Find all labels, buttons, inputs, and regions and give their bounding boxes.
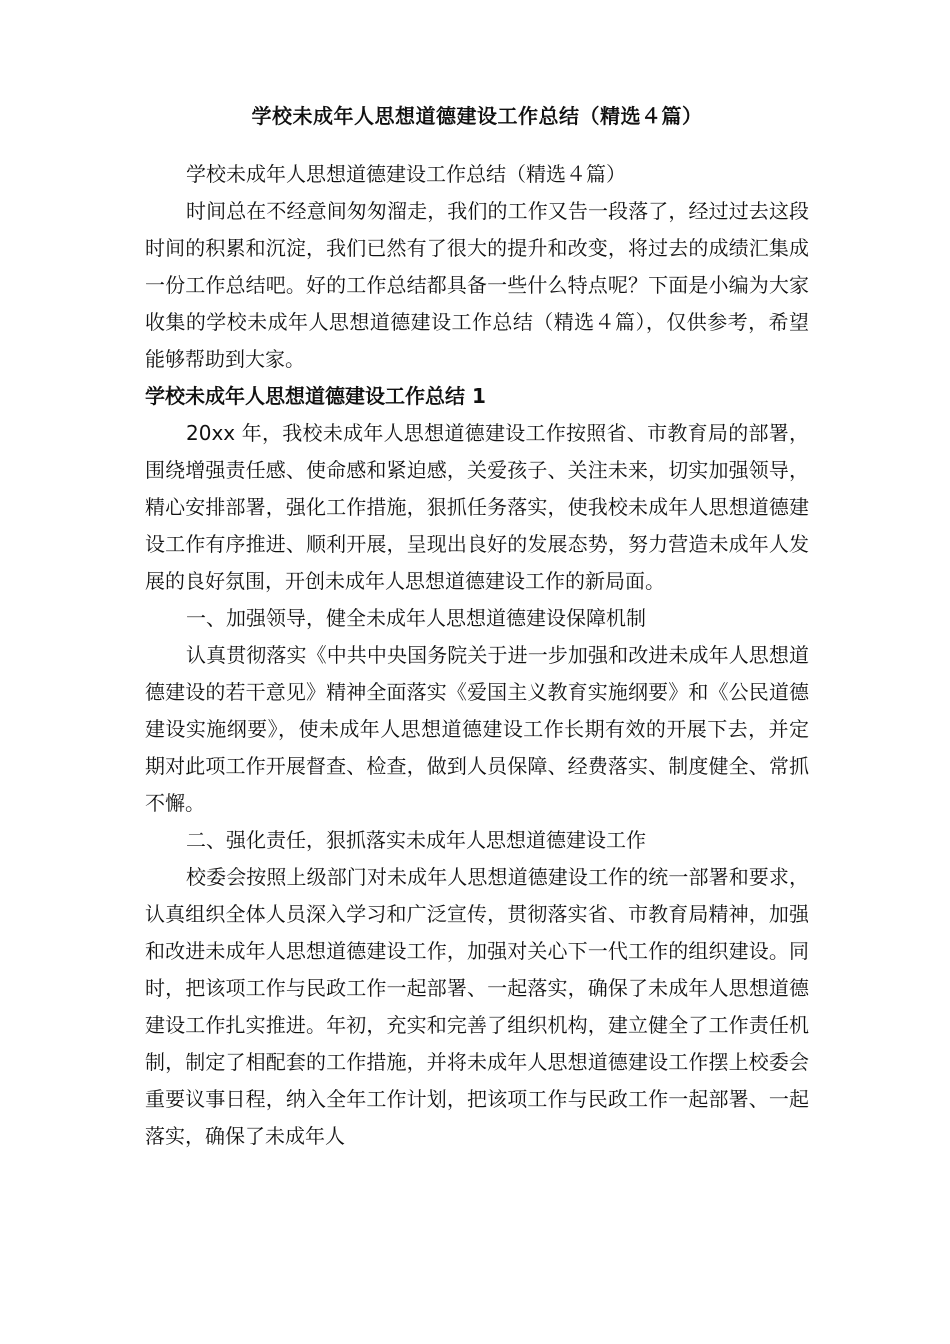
section-paragraph: 20xx 年，我校未成年人思想道德建设工作按照省、市教育局的部署，围绕增强责任感、使命感和紧迫感，关爱孩子、关注未来，切实加强领导，精心安排部署，强化工作措施，狠抓任务落实，使我校未成年人思想道德建设工作有序推进、顺利开展，呈现出良好的发展态势，努力营造未成年人发展的良好氛围，开创未成年人思想道德建设工作的新局面。: [145, 421, 809, 593]
section-heading: 学校未成年人思想道德建设工作总结 1: [145, 384, 486, 408]
point-heading: 一、加强领导，健全未成年人思想道德建设保障机制: [186, 606, 646, 630]
point-paragraph: 认真贯彻落实《中共中央国务院关于进一步加强和改进未成年人思想道德建设的若干意见》精神全面落实《爱国主义教育实施纲要》和《公民道德建设实施纲要》，使未成年人思想道德建设工作长期有效的开展下去，并定期对此项工作开展督查、检查，做到人员保障、经费落实、制度健全、常抓不懈。: [145, 643, 809, 815]
document-subtitle: 学校未成年人思想道德建设工作总结（精选４篇）: [186, 162, 626, 186]
document-page: [145, 100, 809, 1155]
point-heading: 二、强化责任，狠抓落实未成年人思想道德建设工作: [186, 828, 646, 852]
intro-paragraph: 时间总在不经意间匆匆溜走，我们的工作又告一段落了，经过过去这段时间的积累和沉淀，我们已然有了很大的提升和改变，将过去的成绩汇集成一份工作总结吧。好的工作总结都具备一些什么特点呢？下面是小编为大家收集的学校未成年人思想道德建设工作总结（精选４篇），仅供参考，希望能够帮助到大家。: [145, 199, 809, 371]
point-paragraph: 校委会按照上级部门对未成年人思想道德建设工作的统一部署和要求，认真组织全体人员深入学习和广泛宣传，贯彻落实省、市教育局精神，加强和改进未成年人思想道德建设工作，加强对关心下一代工作的组织建设。同时，把该项工作与民政工作一起部署、一起落实，确保了未成年人思想道德建设工作扎实推进。年初，充实和完善了组织机构，建立健全了工作责任机制，制定了相配套的工作措施，并将未成年人思想道德建设工作摆上校委会重要议事日程，纳入全年工作计划，把该项工作与民政工作一起部署、一起落实，确保了未成年人: [145, 865, 809, 1148]
document-title: 学校未成年人思想道德建设工作总结（精选４篇）: [251, 104, 703, 128]
